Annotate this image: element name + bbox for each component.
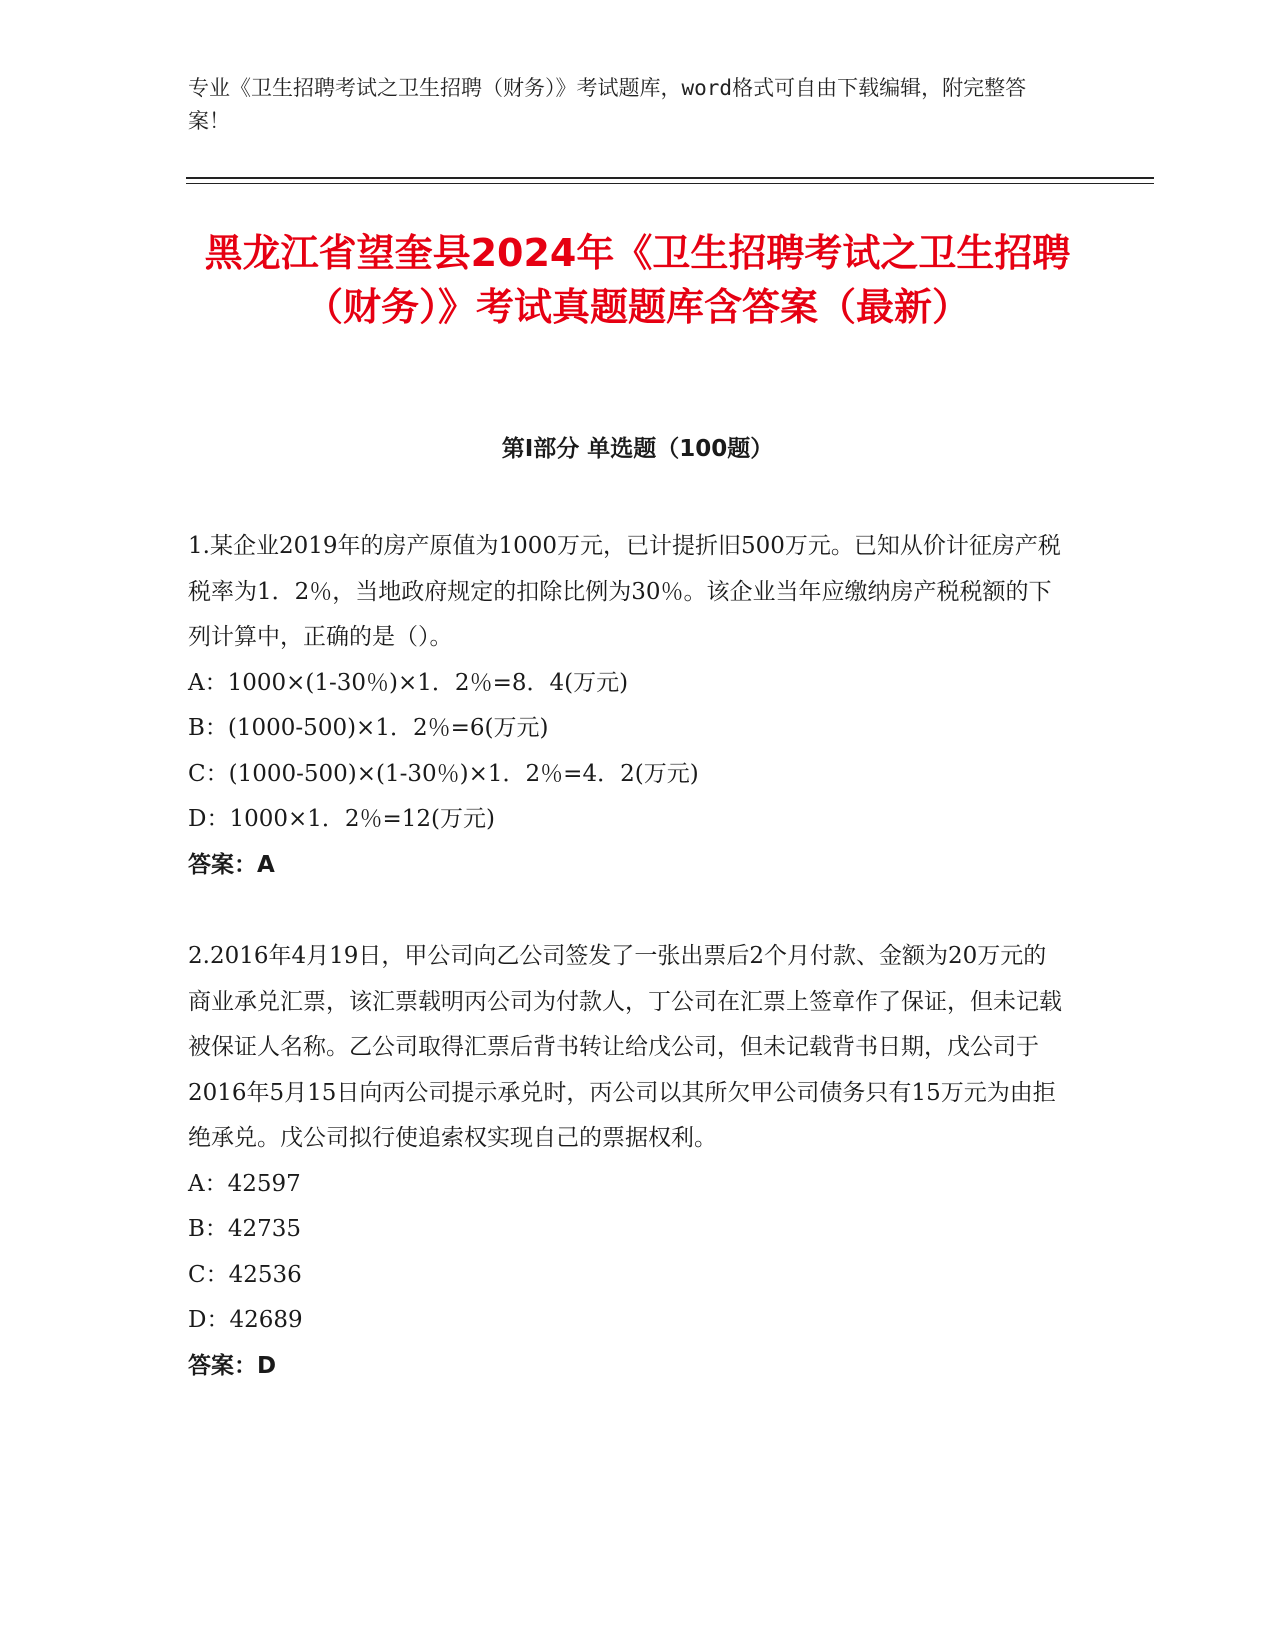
- answer: 答案：A: [188, 851, 275, 878]
- option-b: B：42735: [188, 1216, 302, 1242]
- option-b: B：(1000-500)×1．2％=6(万元): [188, 715, 549, 741]
- option-a: A：1000×(1-30％)×1．2％=8．4(万元): [188, 669, 629, 696]
- question-2: [188, 934, 1068, 1389]
- option-c: C：(1000-500)×(1-30％)×1．2％=4．2(万元): [188, 760, 699, 787]
- section-heading: 第Ⅰ部分 单选题（100题）: [501, 436, 774, 462]
- option-d: D：1000×1．2％=12(万元): [188, 806, 495, 832]
- question-1: [188, 524, 1068, 888]
- header-divider-thin: [186, 183, 1154, 184]
- question-stem: 2.2016年4月19日，甲公司向乙公司签发了一张出票后2个月付款、金额为20万元的商业承兑汇票，该汇票载明丙公司为付款人，丁公司在汇票上签章作了保证，但未记载被保证人名称。乙公司取得汇票后背书转让给戊公司，但未记载背书日期，戊公司于2016年5月15日向丙公司提示承兑时，丙公司以其所欠甲公司债务只有15万元为由拒绝承兑。戊公司拟行使追索权实现自己的票据权利。: [188, 943, 1062, 1151]
- question-stem: 1.某企业2019年的房产原值为1000万元，已计提折旧500万元。已知从价计征房产税税率为1．2％，当地政府规定的扣除比例为30％。该企业当年应缴纳房产税税额的下列计算中，正确的是（）。: [188, 533, 1061, 650]
- document-title: 黑龙江省望奎县2024年《卫生招聘考试之卫生招聘（财务）》考试真题题库含答案（最新）: [204, 231, 1071, 329]
- header-divider: [186, 177, 1154, 179]
- option-d: D：42689: [188, 1307, 303, 1333]
- option-c: C：42536: [188, 1261, 302, 1288]
- option-a: A：42597: [188, 1170, 301, 1197]
- header-note: 专业《卫生招聘考试之卫生招聘（财务）》考试题库，word格式可自由下载编辑，附完整答案！: [188, 76, 1027, 133]
- answer: 答案：D: [188, 1352, 277, 1379]
